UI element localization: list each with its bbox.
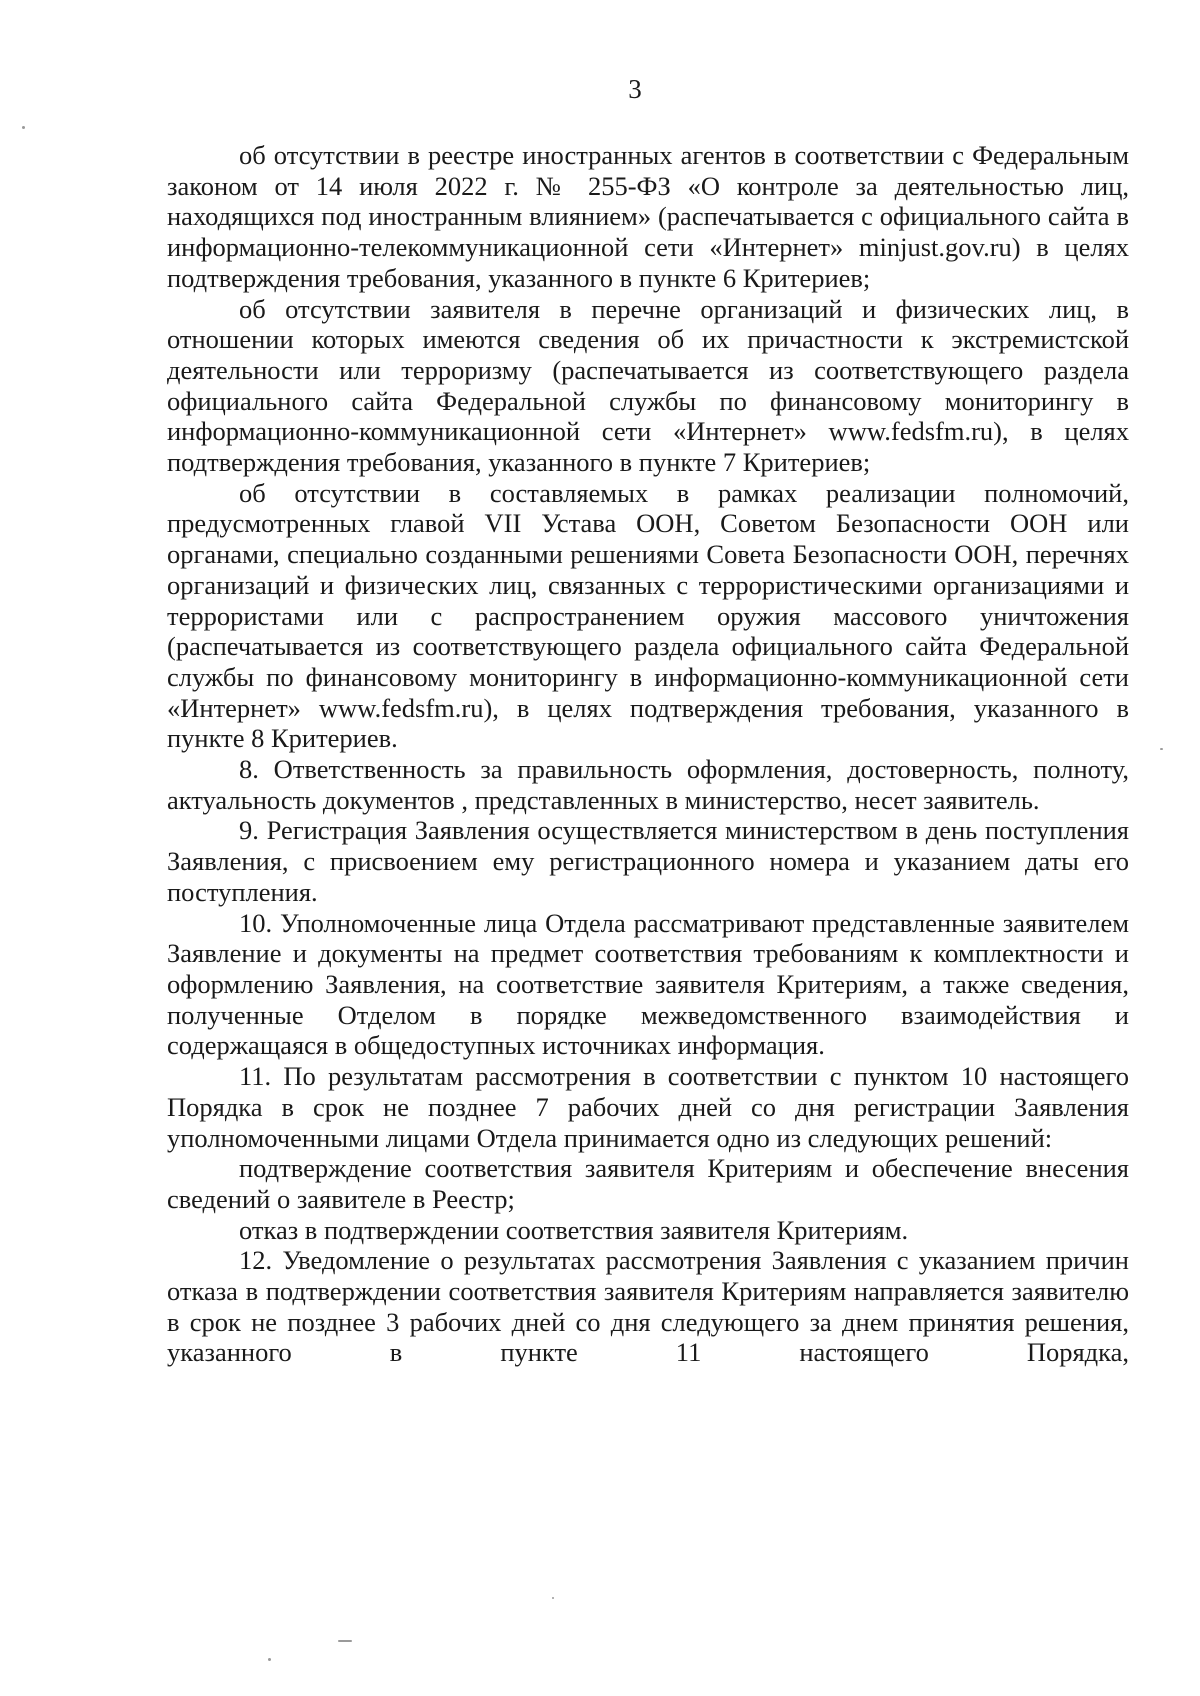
page-number: 3 — [628, 74, 642, 104]
scan-speck — [552, 1597, 554, 1599]
scan-speck — [338, 1640, 352, 1642]
paragraph-extremism-list: об отсутствии заявителя в перечне организаций и физических лиц, в отношении которых имеются сведения об их причастности к экстремистской деятельности или терроризму (распечатывается из соответствующего раздела официального сайта Федеральной службы по финансовому мониторингу в информационно-коммуникационной сети «Интернет» www.fedsfm.ru), в целях подтверждения требования, указанного в пункте 7 Критериев; — [167, 293, 1129, 478]
paragraph-item-10: 10. Уполномоченные лица Отдела рассматривают представленные заявителем Заявление и документы на предмет соответствия требованиям к комплектности и оформлению Заявления, на соответствие заявителя Критериям, а также сведения, полученные Отделом в порядке межведомственного взаимодействия и содержащаяся в общедоступных источниках информация. — [167, 907, 1129, 1061]
scan-speck — [1160, 748, 1163, 750]
paragraph-foreign-agents: об отсутствии в реестре иностранных агентов в соответствии с Федеральным законом от 14 июля 2022 г. № 255-ФЗ «О контроле за деятельностью лиц, находящихся под иностранным влиянием» (распечатывается с официального сайта в информационно-телекоммуникационной сети «Интернет» minjust.gov.ru) в целях подтверждения требования, указанного в пункте 6 Критериев; — [167, 140, 1129, 293]
paragraph-decision-confirm: подтверждение соответствия заявителя Критериям и обеспечение внесения сведений о заявителе в Реестр; — [167, 1153, 1129, 1214]
document-body — [167, 140, 1129, 1368]
scan-speck — [268, 1658, 271, 1661]
paragraph-item-8: 8. Ответственность за правильность оформления, достоверность, полноту, актуальность документов , представленных в министерство, несет заявитель. — [167, 754, 1129, 815]
paragraph-decision-refuse: отказ в подтверждении соответствия заявителя Критериям. — [239, 1214, 909, 1245]
scan-speck — [22, 126, 25, 129]
paragraph-item-9: 9. Регистрация Заявления осуществляется министерством в день поступления Заявления, с присвоением ему регистрационного номера и указанием даты его поступления. — [167, 815, 1129, 907]
paragraph-item-11: 11. По результатам рассмотрения в соответствии с пунктом 10 настоящего Порядка в срок не позднее 7 рабочих дней со дня регистрации Заявления уполномоченными лицами Отдела принимается одно из следующих решений: — [167, 1061, 1129, 1153]
paragraph-un-lists: об отсутствии в составляемых в рамках реализации полномочий, предусмотренных главой VII Устава ООН, Советом Безопасности ООН или органами, специально созданными решениями Совета Безопасности ООН, перечнях организаций и физических лиц, связанных с террористическими организациями и террористами или с распространением оружия массового уничтожения (распечатывается из соответствующего раздела официального сайта Федеральной службы по финансовому мониторингу в информационно-коммуникационной сети «Интернет» www.fedsfm.ru), в целях подтверждения требования, указанного в пункте 8 Критериев. — [167, 477, 1129, 754]
paragraph-item-12: 12. Уведомление о результатах рассмотрения Заявления с указанием причин отказа в подтверждении соответствия заявителя Критериям направляется заявителю в срок не позднее 3 рабочих дней со дня следующего за днем принятия решения, указанного в пункте 11 настоящего Порядка, — [167, 1245, 1129, 1368]
